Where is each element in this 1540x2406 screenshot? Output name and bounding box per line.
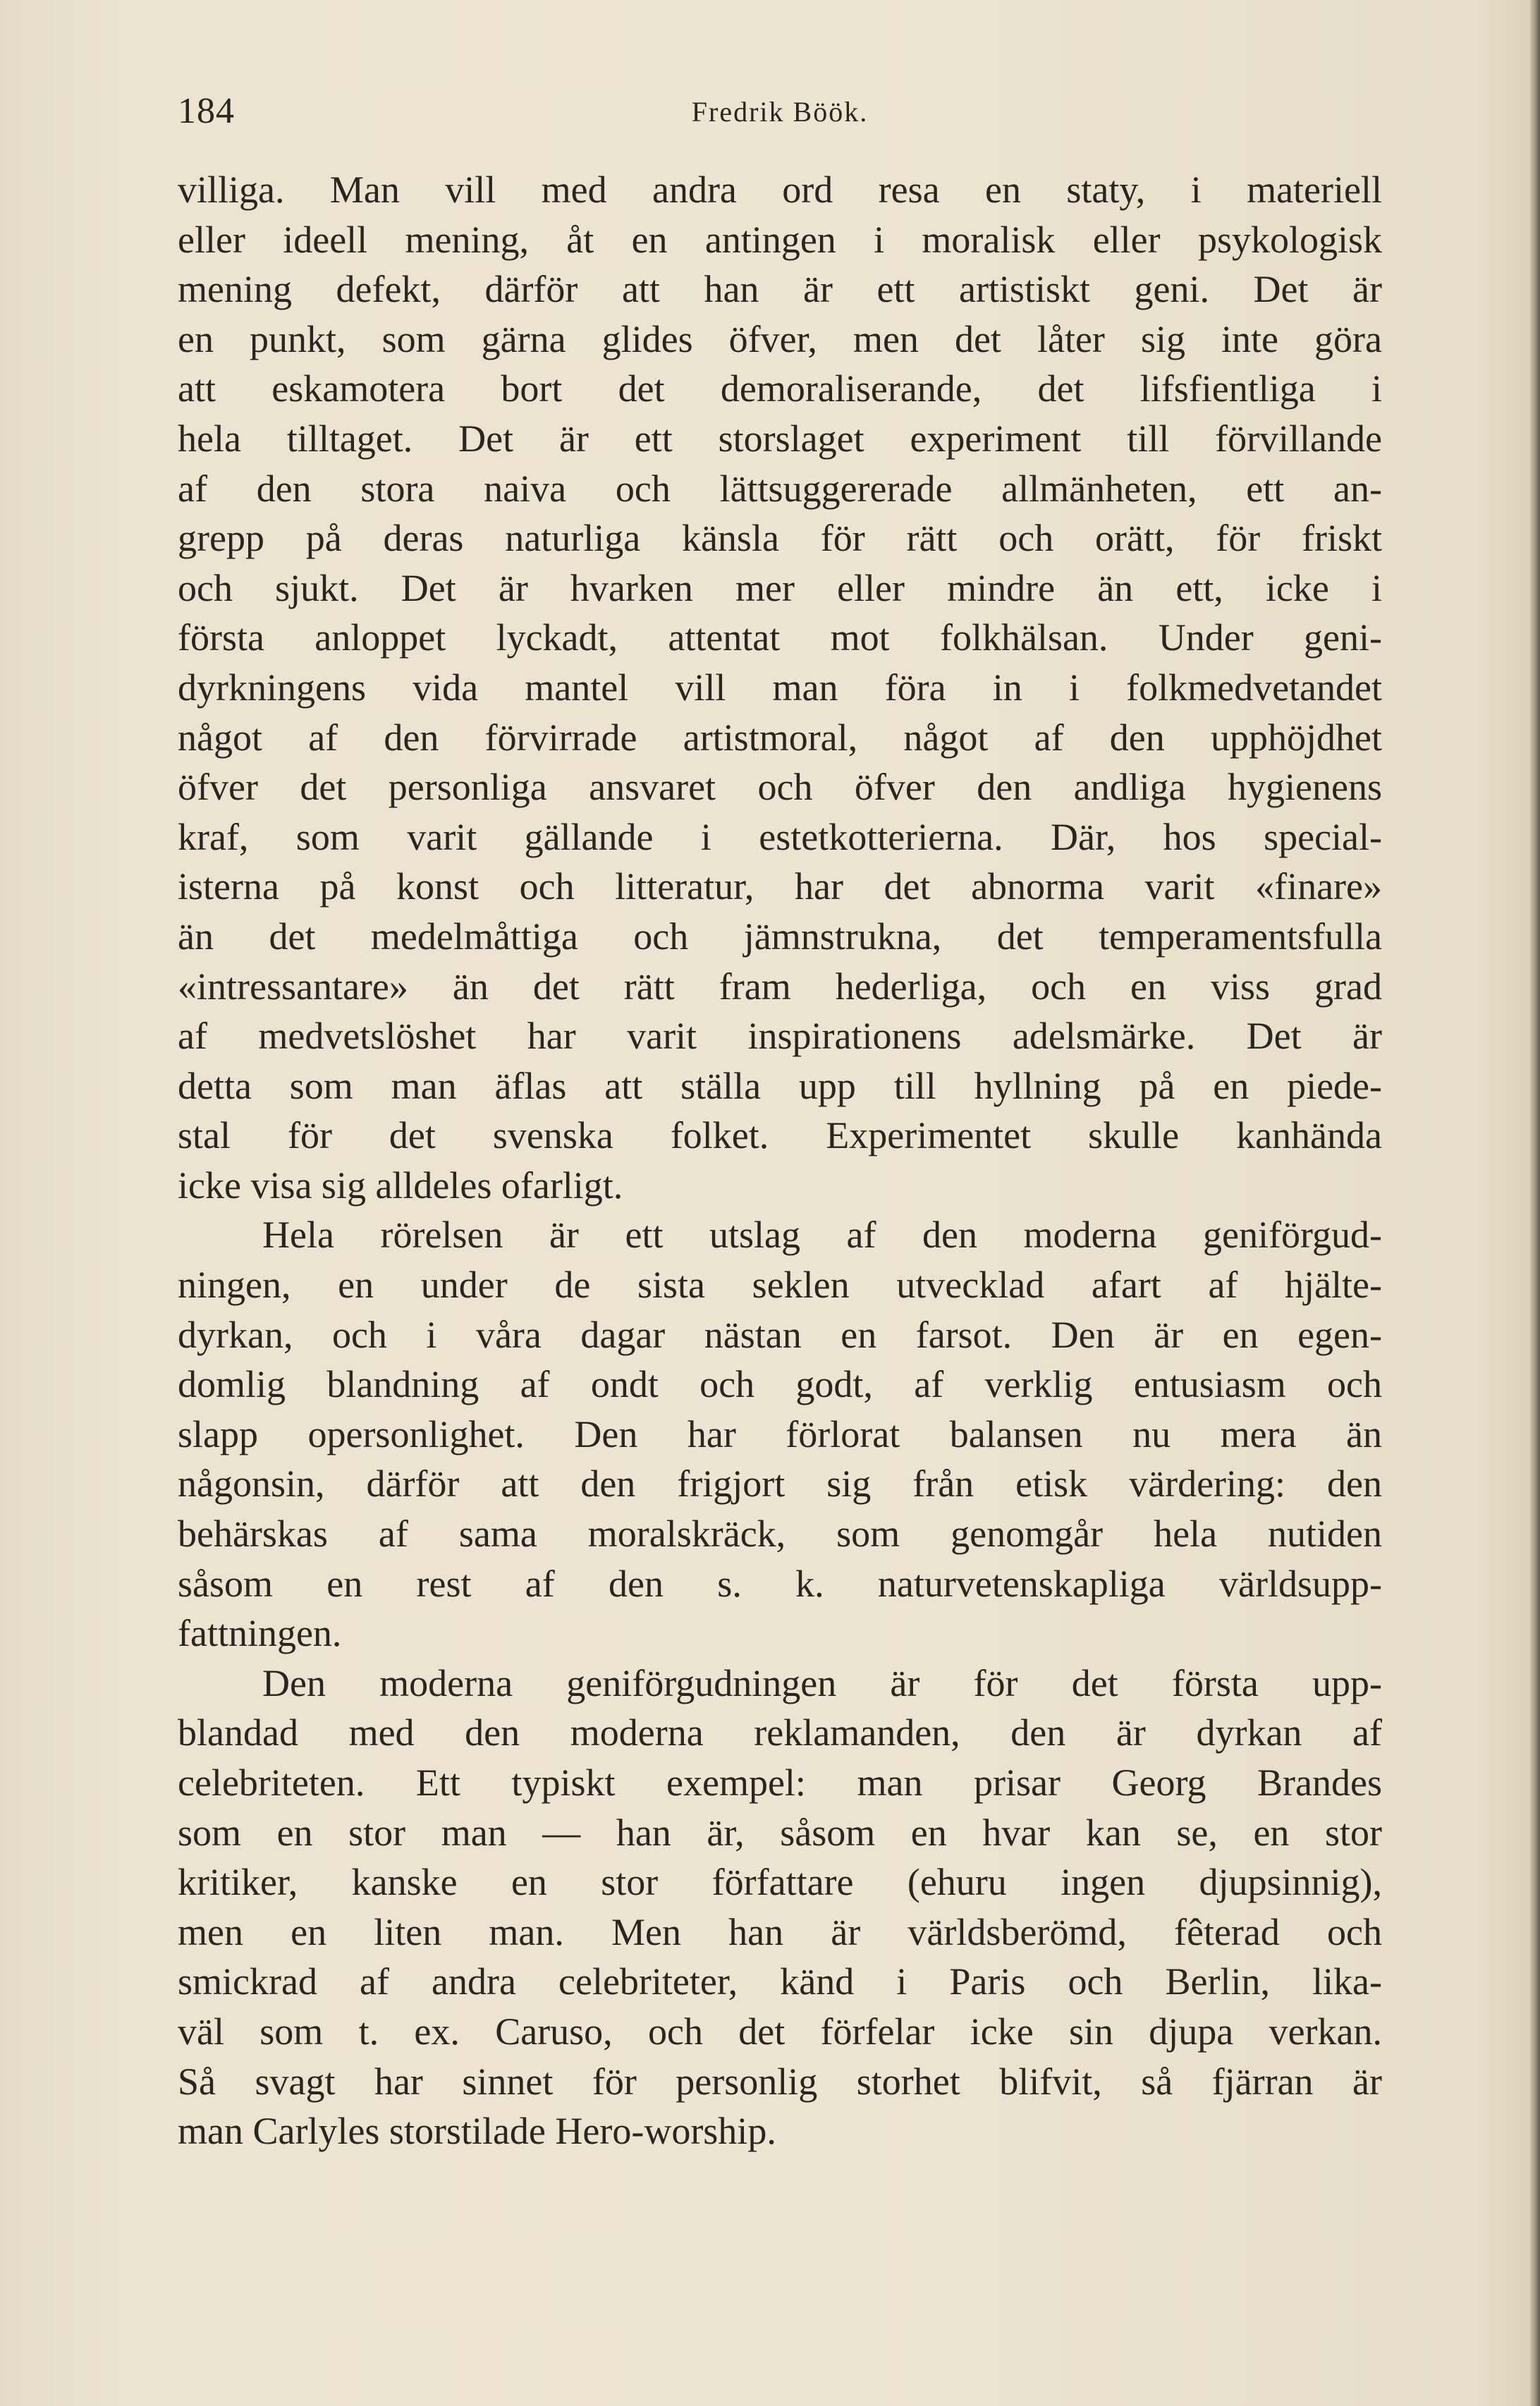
page-header xyxy=(178,83,1382,140)
text-line: första anloppet lyckadt, attentat mot folkhälsan. Under geni- xyxy=(178,616,1382,659)
text-line: en punkt, som gärna glides öfver, men det låter sig inte göra xyxy=(178,317,1382,360)
text-line: dyrkningens vida mantel vill man föra in i folkmedvetandet xyxy=(178,666,1382,709)
text-line: af medvetslöshet har varit inspirationens adelsmärke. Det är xyxy=(178,1015,1382,1058)
text-line: som en stor man — han är, såsom en hvar kan se, en stor xyxy=(178,1811,1382,1854)
text-line: såsom en rest af den s. k. naturvetenskapliga världsupp- xyxy=(178,1562,1382,1605)
text-line: domlig blandning af ondt och godt, af verklig entusiasm och xyxy=(178,1363,1382,1406)
text-line: att eskamotera bort det demoraliserande, det lifsfientliga i xyxy=(178,367,1382,410)
text-line: «intressantare» än det rätt fram hederliga, och en viss grad xyxy=(178,965,1382,1008)
paragraphs xyxy=(178,165,1382,2156)
text-line: hela tilltaget. Det är ett storslaget experiment till förvillande xyxy=(178,417,1382,460)
text-line: men en liten man. Men han är världsberömd, fêterad och xyxy=(178,1910,1382,1953)
text-line: kritiker, kanske en stor författare (ehuru ingen djupsinnig), xyxy=(178,1861,1382,1904)
text-line: villiga. Man vill med andra ord resa en staty, i materiell xyxy=(178,169,1382,211)
text-line: eller ideell mening, åt en antingen i moralisk eller psykologisk xyxy=(178,218,1382,261)
text-line: grepp på deras naturliga känsla för rätt och orätt, för friskt xyxy=(178,517,1382,560)
text-line: blandad med den moderna reklamanden, den är dyrkan af xyxy=(178,1711,1382,1754)
text-line: behärskas af sama moralskräck, som genomgår hela nutiden xyxy=(178,1513,1382,1556)
text-line: celebriteten. Ett typiskt exempel: man prisar Georg Brandes xyxy=(178,1761,1382,1804)
text-line: något af den förvirrade artistmoral, något af den upphöjdhet xyxy=(178,716,1382,759)
text-line: dyrkan, och i våra dagar nästan en farsot. Den är en egen- xyxy=(178,1313,1382,1356)
text-line: Hela rörelsen är ett utslag af den moderna geniförgud- xyxy=(262,1214,1382,1257)
text-line: ningen, en under de sista seklen utvecklad afart af hjälte- xyxy=(178,1264,1382,1307)
text-line: väl som t. ex. Caruso, och det förfelar icke sin djupa verkan. xyxy=(178,2010,1382,2053)
text-line: Den moderna geniförgudningen är för det första upp- xyxy=(262,1661,1382,1704)
paragraph xyxy=(178,1210,1382,1658)
page-edge-shadow xyxy=(1530,0,1540,2406)
text-line: Så svagt har sinnet för personlig storhet blifvit, så fjärran är xyxy=(178,2060,1382,2103)
text-line: slapp opersonlighet. Den har förlorat balansen nu mera än xyxy=(178,1412,1382,1455)
paragraph xyxy=(178,1659,1382,2156)
text-line: detta som man äflas att ställa upp till hyllning på en piede- xyxy=(178,1064,1382,1107)
text-line: smickrad af andra celebriteter, känd i Paris och Berlin, lika- xyxy=(178,1960,1382,2003)
text-line: icke visa sig alldeles ofarligt. xyxy=(178,1164,623,1207)
text-line: kraf, som varit gällande i estetkotterierna. Där, hos special- xyxy=(178,815,1382,858)
text-line: någonsin, därför att den frigjort sig från etisk värdering: den xyxy=(178,1462,1382,1506)
body-text xyxy=(178,165,1382,2156)
text-line: man Carlyles storstilade Hero-worship. xyxy=(178,2110,776,2153)
paragraph xyxy=(178,165,1382,1210)
running-head: Fredrik Böök. xyxy=(691,96,869,128)
text-line: mening defekt, därför att han är ett artistiskt geni. Det är xyxy=(178,268,1382,311)
text-line: af den stora naiva och lättsuggererade allmänheten, ett an- xyxy=(178,467,1382,510)
text-line: fattningen. xyxy=(178,1612,342,1655)
text-line: öfver det personliga ansvaret och öfver den andliga hygienens xyxy=(178,766,1382,809)
text-line: isterna på konst och litteratur, har det abnorma varit «finare» xyxy=(178,865,1382,908)
text-line: stal för det svenska folket. Experimentet skulle kanhända xyxy=(178,1114,1382,1157)
text-line: än det medelmåttiga och jämnstrukna, det temperamentsfulla xyxy=(178,915,1382,958)
page-number: 184 xyxy=(178,91,235,131)
text-line: och sjukt. Det är hvarken mer eller mindre än ett, icke i xyxy=(178,566,1382,609)
